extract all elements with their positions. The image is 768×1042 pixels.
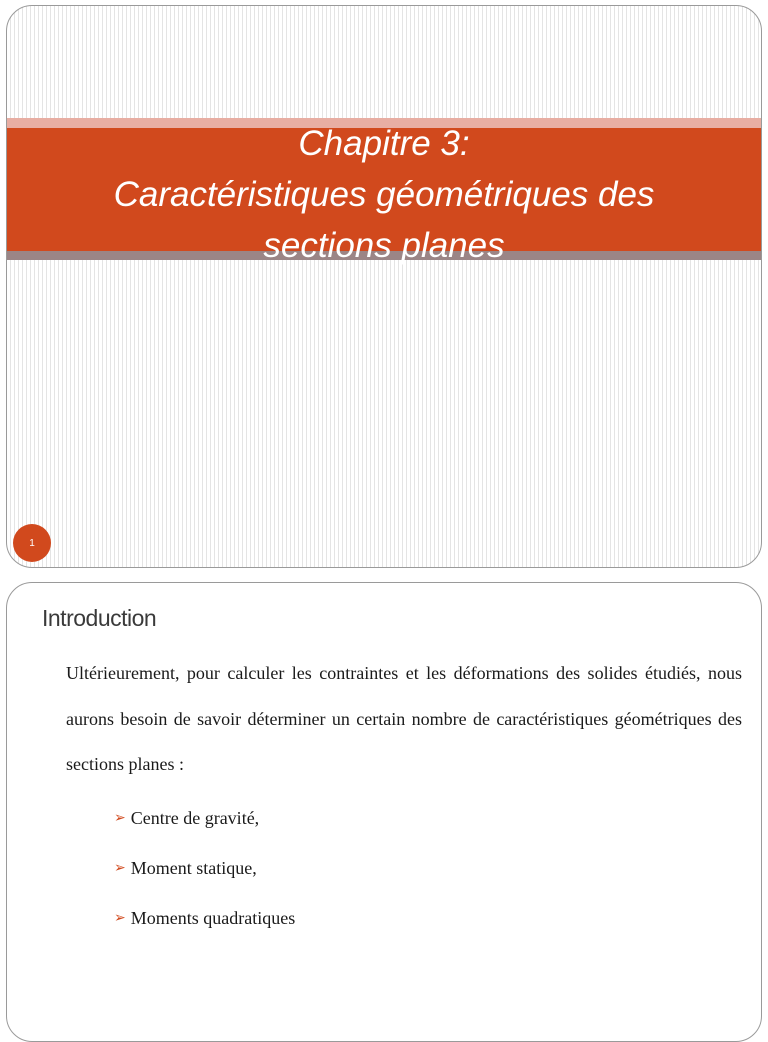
title-line-2: Caractéristiques géométriques des (113, 175, 655, 214)
content-slide (6, 582, 762, 1042)
list-item (114, 793, 295, 843)
title-line-3: sections planes (263, 226, 505, 265)
intro-paragraph: Ultérieurement, pour calculer les contraintes et les déformations des solides étudiés, nous aurons besoin de savoir déterminer un certain nombre de caractéristiques géométriques des sections planes : (66, 663, 742, 774)
list-item (114, 843, 295, 893)
slide-title (7, 118, 761, 271)
bullet-label: Moment statique, (130, 857, 257, 878)
arrowhead-bullet-icon: ➢ (114, 810, 126, 826)
slide-heading: Introduction (42, 605, 157, 631)
arrowhead-bullet-icon: ➢ (114, 860, 126, 876)
bullet-label: Centre de gravité, (130, 807, 260, 828)
bullet-list (114, 793, 295, 943)
title-line-1: Chapitre 3: (298, 124, 470, 163)
page-number-badge (13, 524, 51, 562)
title-slide (6, 5, 762, 568)
bullet-label: Moments quadratiques (130, 907, 296, 928)
arrowhead-bullet-icon: ➢ (114, 910, 126, 926)
page-number: 1 (29, 537, 35, 549)
list-item (114, 893, 295, 943)
